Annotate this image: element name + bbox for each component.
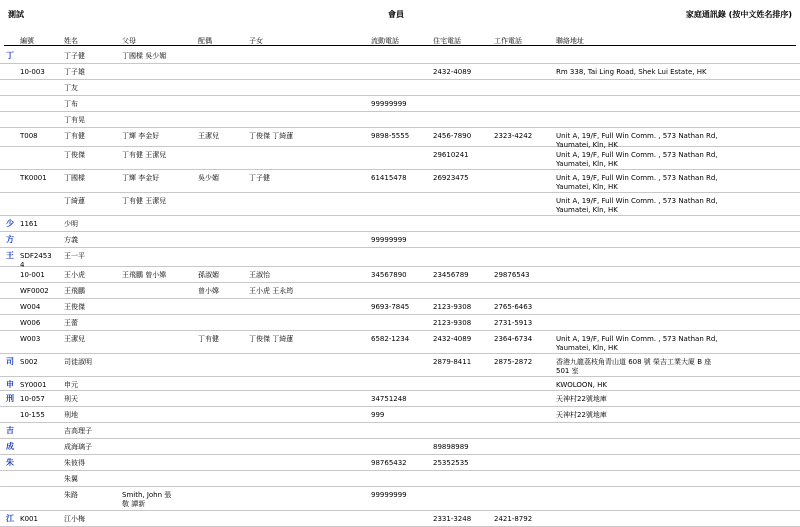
- cell-name: 方義: [64, 236, 78, 244]
- col-code: 編號: [20, 37, 34, 45]
- col-parents: 父母: [122, 37, 136, 45]
- table-row: [0, 80, 800, 96]
- table-row: [0, 299, 800, 315]
- col-work: 工作電話: [494, 37, 522, 45]
- cell-name: 司徒淑明: [64, 358, 92, 366]
- cell-mobile: 61415478: [371, 174, 407, 182]
- cell-code: 10-057: [20, 395, 45, 403]
- cell-parents: 丁輝 李金好: [122, 174, 160, 182]
- cell-address: 香港九龍荔枝角青山道 608 號 榮吉工業大廈 B 座 501 室: [556, 358, 712, 375]
- cell-parents: 丁輝 李金好: [122, 132, 160, 140]
- cell-children: 丁子健: [249, 174, 270, 182]
- group-letter: 吉: [6, 426, 14, 435]
- cell-home: 2432-4089: [433, 335, 472, 343]
- cell-name: 丁有晃: [64, 116, 85, 124]
- report-title-right: 家庭通訊錄 (按中文姓名排序): [685, 10, 792, 19]
- cell-code: 1161: [20, 220, 38, 228]
- group-letter: 申: [6, 380, 14, 389]
- cell-code: W003: [20, 335, 41, 343]
- table-row: [0, 267, 800, 283]
- cell-address: 天神村22號地庫: [556, 411, 607, 419]
- cell-name: 王一平: [64, 252, 85, 260]
- cell-mobile: 34751248: [371, 395, 407, 403]
- contact-table: [0, 48, 800, 527]
- table-row: [0, 487, 800, 511]
- cell-name: 刑天: [64, 395, 78, 403]
- cell-spouse: 曾小嫦: [198, 287, 219, 295]
- cell-name: 朱彼得: [64, 459, 85, 467]
- cell-work: 2323-4242: [494, 132, 533, 140]
- cell-mobile: 98765432: [371, 459, 407, 467]
- group-letter: 成: [6, 442, 14, 451]
- col-mobile: 流動電話: [371, 37, 399, 45]
- table-row: [0, 216, 800, 232]
- group-letter: 江: [6, 514, 14, 523]
- col-home: 住宅電話: [433, 37, 461, 45]
- cell-address: Rm 338, Tai Ling Road, Shek Lui Estate, HK: [556, 68, 707, 76]
- cell-name: 丁綺蓮: [64, 197, 85, 205]
- cell-home: 2331-3248: [433, 515, 472, 523]
- cell-mobile: 999: [371, 411, 385, 419]
- cell-code: SDF2453 4: [20, 252, 52, 269]
- group-letter: 王: [6, 251, 14, 260]
- group-letter: 丁: [6, 51, 14, 60]
- cell-address: Unit A, 19/F, Full Win Comm. , 573 Nathan Rd, Yaumatei, Kln, HK: [556, 174, 718, 191]
- table-row: [0, 407, 800, 423]
- table-row: [0, 315, 800, 331]
- cell-mobile: 6582-1234: [371, 335, 410, 343]
- cell-name: 成海璃子: [64, 443, 92, 451]
- cell-work: 29876543: [494, 271, 530, 279]
- cell-home: 23456789: [433, 271, 469, 279]
- cell-spouse: 王潔兒: [198, 132, 219, 140]
- cell-name: 丁布: [64, 100, 78, 108]
- cell-name: 朱翼: [64, 475, 78, 483]
- table-row: [0, 112, 800, 128]
- cell-name: 申元: [64, 381, 78, 389]
- cell-mobile: 34567890: [371, 271, 407, 279]
- cell-address: Unit A, 19/F, Full Win Comm. , 573 Nathan Rd, Yaumatei, Kln, HK: [556, 132, 718, 149]
- cell-parents: 丁有健 王潔兒: [122, 151, 167, 159]
- cell-address: 天神村22號地庫: [556, 395, 607, 403]
- cell-name: 丁俊傑: [64, 151, 85, 159]
- table-row: [0, 232, 800, 248]
- cell-code: T008: [20, 132, 38, 140]
- cell-name: 王飛鵬: [64, 287, 85, 295]
- cell-parents: 丁國樑 吳少媚: [122, 52, 167, 60]
- table-row: [0, 248, 800, 267]
- cell-home: 25352535: [433, 459, 469, 467]
- cell-address: KWOLOON, HK: [556, 381, 607, 389]
- cell-parents: 丁有健 王潔兒: [122, 197, 167, 205]
- cell-home: 2432-4089: [433, 68, 472, 76]
- cell-name: 王小虎: [64, 271, 85, 279]
- cell-address: Unit A, 19/F, Full Win Comm. , 573 Nathan Rd, Yaumatei, Kln, HK: [556, 197, 718, 214]
- table-row: [0, 377, 800, 391]
- cell-children: 王淑怡: [249, 271, 270, 279]
- report-title-center: 會員: [388, 10, 404, 19]
- group-letter: 刑: [6, 394, 14, 403]
- cell-mobile: 9693-7845: [371, 303, 410, 311]
- cell-parents: Smith, John 張 敬 譚新: [122, 491, 172, 508]
- cell-home: 2123-9308: [433, 319, 472, 327]
- cell-code: 10-001: [20, 271, 45, 279]
- cell-mobile: 9898-5555: [371, 132, 410, 140]
- cell-code: K001: [20, 515, 38, 523]
- cell-children: 丁俊傑 丁綺蓮: [249, 132, 294, 140]
- cell-children: 丁俊傑 丁綺蓮: [249, 335, 294, 343]
- cell-home: 2456-7890: [433, 132, 472, 140]
- table-row: [0, 96, 800, 112]
- cell-code: WF0002: [20, 287, 49, 295]
- cell-name: 吉高理子: [64, 427, 92, 435]
- table-row: [0, 471, 800, 487]
- cell-name: 王蕾: [64, 319, 78, 327]
- col-name: 姓名: [64, 37, 78, 45]
- cell-name: 王潔兒: [64, 335, 85, 343]
- cell-code: 10-003: [20, 68, 45, 76]
- table-row: [0, 511, 800, 527]
- table-row: [0, 391, 800, 407]
- cell-parents: 王飛鵬 曾小嫦: [122, 271, 167, 279]
- cell-spouse: 丁有健: [198, 335, 219, 343]
- cell-spouse: 吳少媚: [198, 174, 219, 182]
- cell-name: 丁子健: [64, 52, 85, 60]
- cell-work: 2731-5913: [494, 319, 533, 327]
- table-row: [0, 48, 800, 64]
- table-row: [0, 147, 800, 170]
- cell-address: Unit A, 19/F, Full Win Comm. , 573 Nathan Rd, Yaumatei, Kln, HK: [556, 151, 718, 168]
- cell-work: 2765-6463: [494, 303, 533, 311]
- cell-code: 10-155: [20, 411, 45, 419]
- cell-address: Unit A, 19/F, Full Win Comm. , 573 Nathan Rd, Yaumatei, Kln, HK: [556, 335, 718, 352]
- group-letter: 司: [6, 357, 14, 366]
- column-headers: [0, 36, 800, 48]
- table-row: [0, 455, 800, 471]
- cell-name: 丁有健: [64, 132, 85, 140]
- table-row: [0, 423, 800, 439]
- table-row: [0, 283, 800, 299]
- cell-name: 王俊傑: [64, 303, 85, 311]
- table-row: [0, 64, 800, 80]
- cell-name: 江小梅: [64, 515, 85, 523]
- cell-home: 29610241: [433, 151, 469, 159]
- cell-name: 少明: [64, 220, 78, 228]
- cell-mobile: 99999999: [371, 100, 407, 108]
- cell-work: 2875-2872: [494, 358, 533, 366]
- cell-home: 26923475: [433, 174, 469, 182]
- col-address: 聯絡地址: [556, 37, 584, 45]
- cell-mobile: 99999999: [371, 236, 407, 244]
- cell-home: 2879-8411: [433, 358, 472, 366]
- table-row: [0, 439, 800, 455]
- cell-code: TK0001: [20, 174, 47, 182]
- cell-code: SY0001: [20, 381, 47, 389]
- table-row: [0, 331, 800, 354]
- cell-name: 刑地: [64, 411, 78, 419]
- table-row: [0, 193, 800, 216]
- cell-code: W006: [20, 319, 41, 327]
- header-rule: [4, 45, 796, 46]
- table-row: [0, 170, 800, 193]
- col-children: 子女: [249, 37, 263, 45]
- table-row: [0, 128, 800, 147]
- table-row: [0, 354, 800, 377]
- cell-name: 丁友: [64, 84, 78, 92]
- cell-code: S002: [20, 358, 38, 366]
- cell-home: 89898989: [433, 443, 469, 451]
- cell-spouse: 孫淑媚: [198, 271, 219, 279]
- col-spouse: 配偶: [198, 37, 212, 45]
- cell-name: 朱路: [64, 491, 78, 499]
- cell-mobile: 99999999: [371, 491, 407, 499]
- cell-home: 2123-9308: [433, 303, 472, 311]
- cell-name: 丁子雄: [64, 68, 85, 76]
- report-title-left: 測試: [8, 10, 24, 19]
- cell-work: 2421-8792: [494, 515, 533, 523]
- cell-work: 2364-6734: [494, 335, 533, 343]
- group-letter: 朱: [6, 458, 14, 467]
- cell-code: W004: [20, 303, 41, 311]
- group-letter: 少: [6, 219, 14, 228]
- group-letter: 方: [6, 235, 14, 244]
- cell-children: 王小虎 王永筠: [249, 287, 294, 295]
- cell-name: 丁國樑: [64, 174, 85, 182]
